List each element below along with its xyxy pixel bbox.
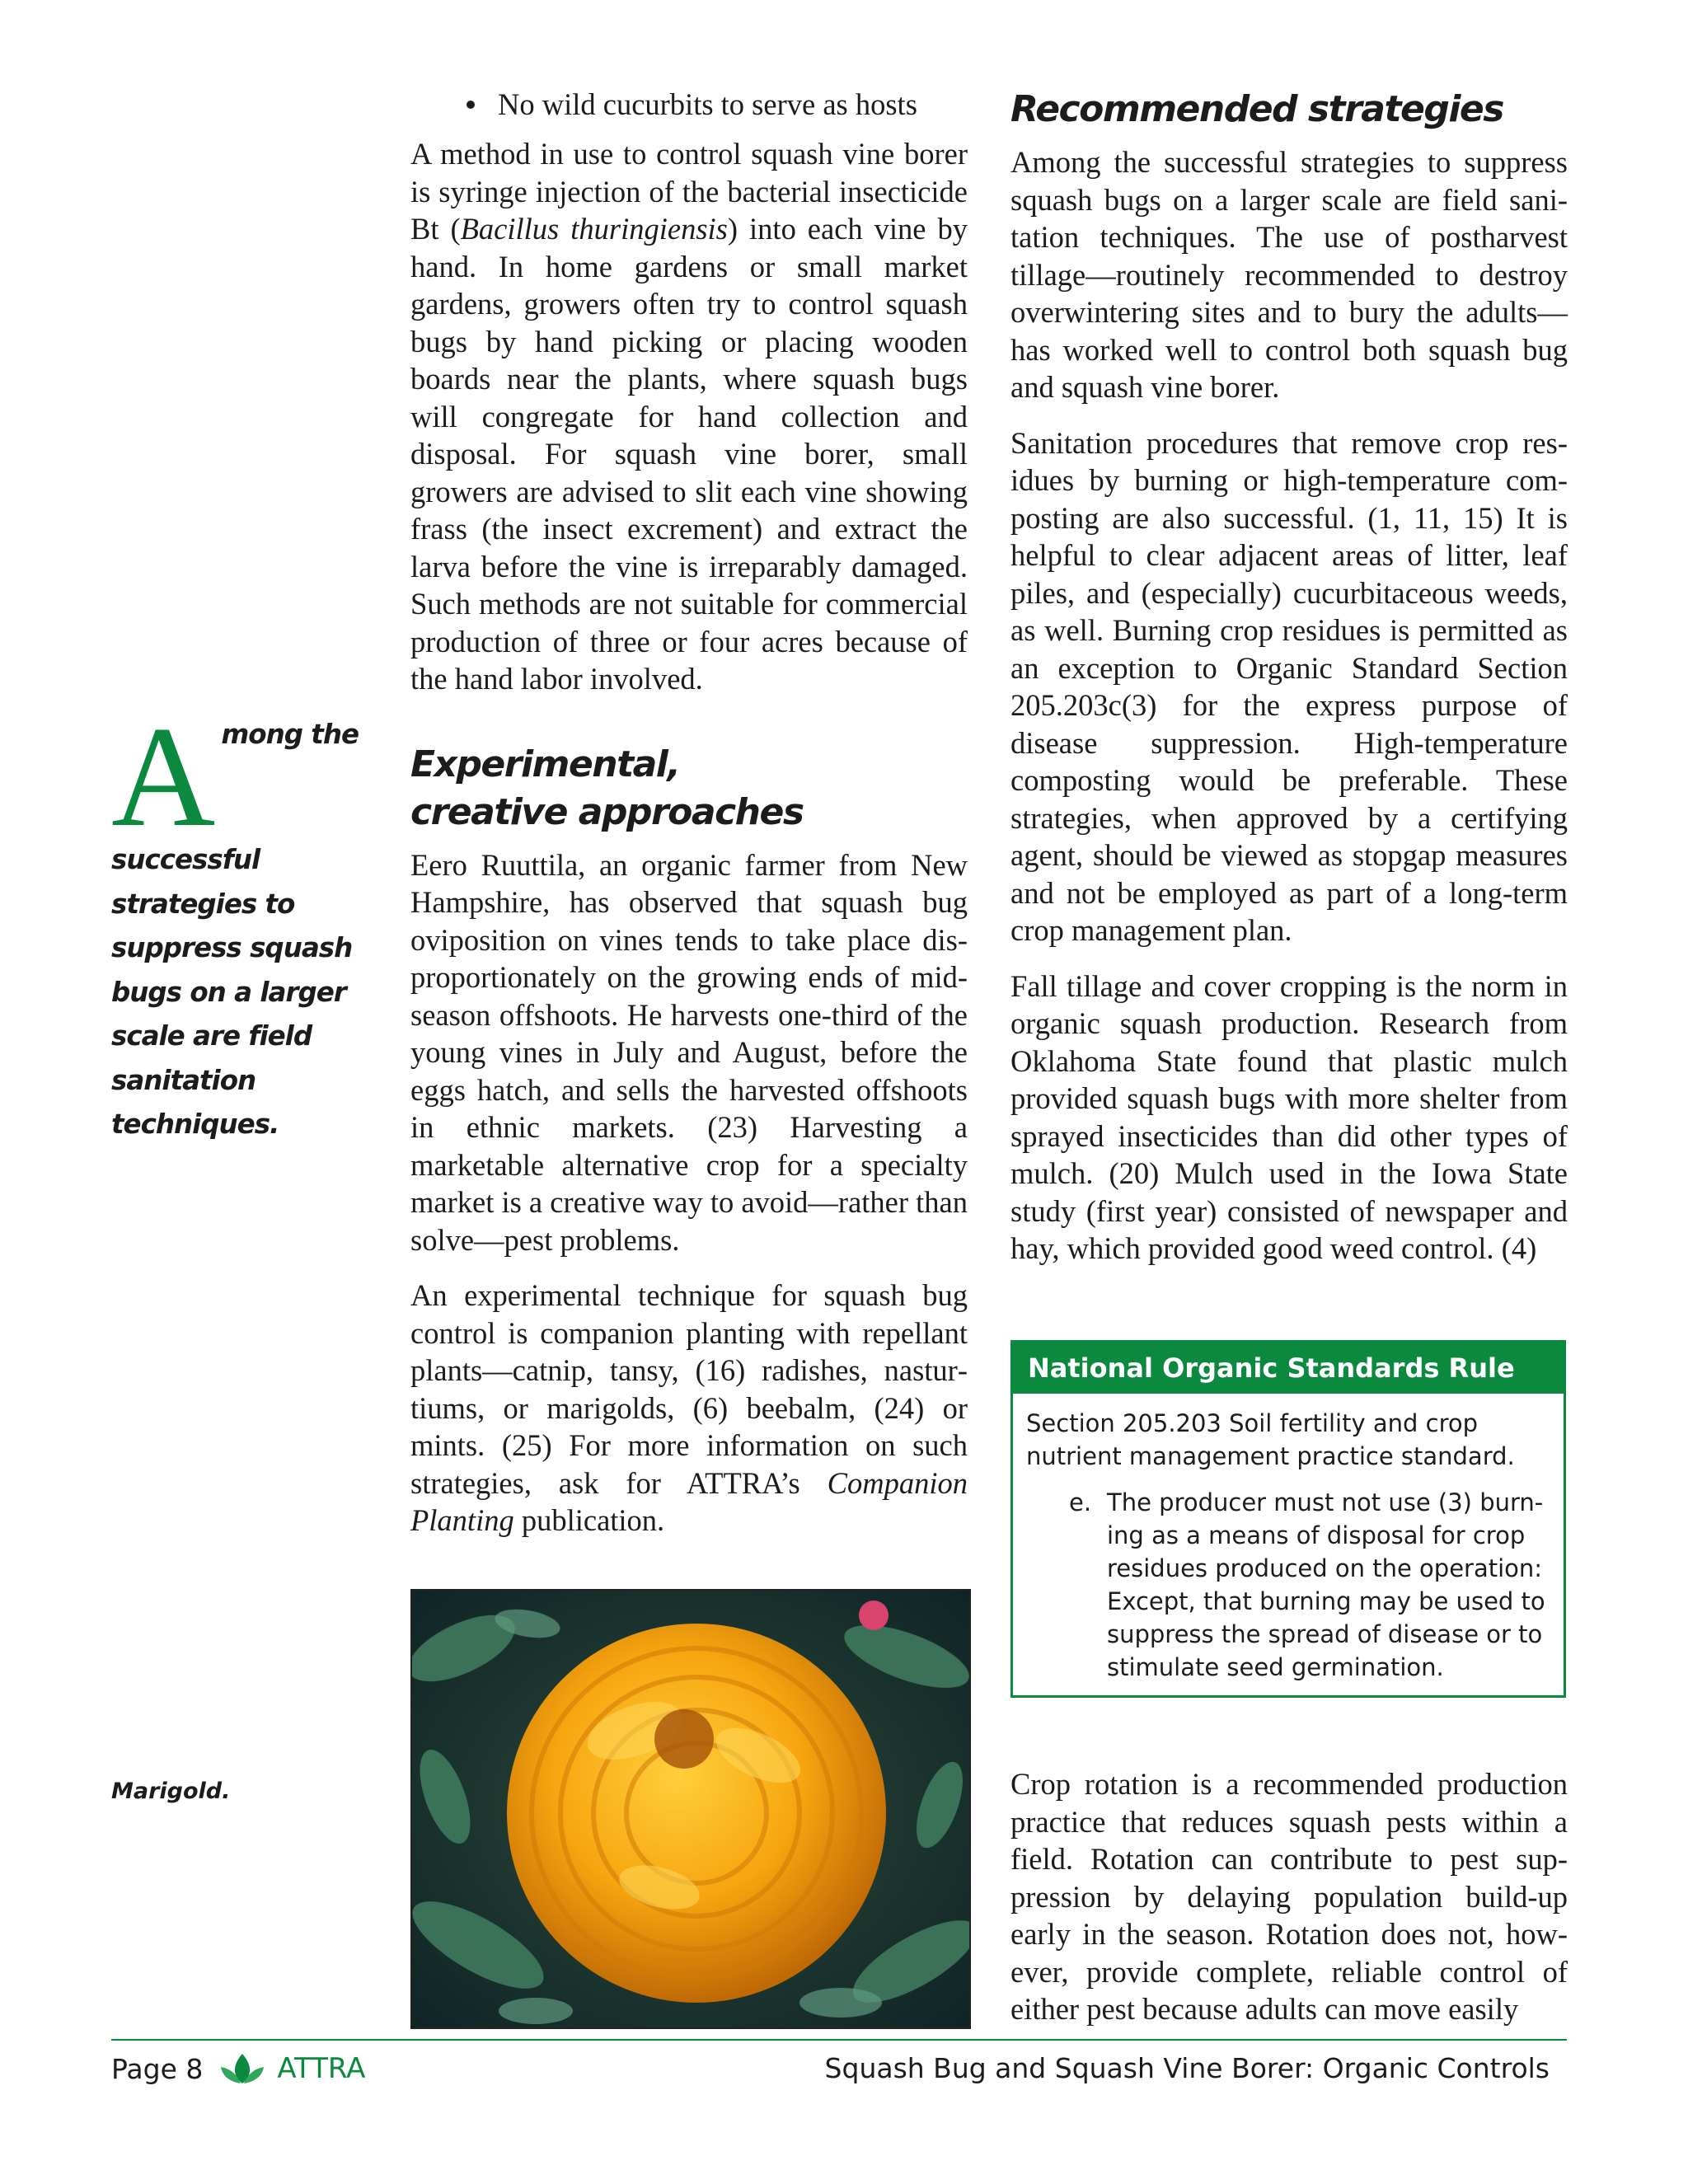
paragraph-companion: An experimental technique for squash bug control is companion planting with repellant plants—catnip, tansy, (16) radishes, nasturtiums, or marigolds, (6) beebalm, (24) or mints. (25) For more information on such strategies, ask for ATTRA’s Companion Planting publication.	[410, 1278, 968, 1537]
bullet-dot-icon	[467, 101, 475, 109]
footer-brand: ATTRA	[277, 2052, 366, 2085]
bullet-item	[467, 86, 917, 123]
paragraph-crop-rotation: Crop rotation is a recommended production practice that reduces squash pests within a field. Rotation can contribute to pest suppression by delaying population build-up early in the season. Rotation does not, however, provide complete, reliable control of either pest because adults can move easily	[1010, 1767, 1568, 2026]
paragraph-sanitation-intro: Among the successful strategies to suppress squash bugs on a larger scale are field sanitation techniques. The use of postharvest tillage—routinely recommended to destroy overwintering sites and to bury the adults—has worked well to control both squash bug and squash vine borer.	[1010, 145, 1568, 404]
photo-caption: Marigold.	[111, 1779, 231, 1804]
standards-section: Section 205.203 Soil fertility and crop nutrient management practice standard.	[1026, 1409, 1515, 1470]
pull-quote-dropcap: A	[111, 696, 215, 856]
footer-left	[111, 2050, 365, 2087]
paragraph-vine-borer: A method in use to control squash vine borer is syringe injection of the bacterial insecticide Bt (Bacillus thuringiensis) into each vine by hand. In home gardens or small market gardens, growers often try to control squash bugs by hand picking or placing wooden boards near the plants, where squash bugs will congregate for hand collection and disposal. For squash vine borer, small growers are advised to slit each vine showing frass (the insect excrement) and extract the larva before the vine is irreparably damaged. Such methods are not suitable for commercial production of three or four acres because of the hand labor involved.	[410, 137, 968, 696]
pull-quote	[111, 696, 359, 1147]
paragraph-fall-tillage: Fall tillage and cover cropping is the norm in organic squash production. Research from Oklahoma State found that plastic mulch provided squash bugs with more shelter from sprayed insecticides than did other types of mulch. (20) Mulch used in the Iowa State study (first year) consisted of newspaper and hay, which provided good weed control. (4)	[1010, 968, 1568, 1265]
footer-rule	[111, 2039, 1567, 2041]
standards-item-letter: e.	[1069, 1488, 1092, 1516]
standards-item	[1069, 1486, 1549, 1684]
standards-item-text: The producer must not use (3) burning as a means of disposal for crop residues produced on the operation: Except, that burning may be used to suppress the spread of disease or to stimulate seed germination.	[1107, 1488, 1545, 1681]
right-column-bottom	[1010, 1765, 1568, 2046]
marigold-photo	[410, 1589, 971, 2029]
heading-recommended: Recommended strategies	[1010, 88, 1503, 130]
pull-quote-text: mong the successful strategies to suppress squash bugs on a larger scale are field sanitation techniques.	[111, 719, 359, 1140]
heading-experimental: Experimental, creative approaches	[410, 743, 804, 833]
paragraph-sanitation: Sanitation procedures that remove crop residues by burning or high-temperature composting are also successful. (1, 11, 15) It is helpful to clear adjacent areas of litter, leaf piles, and (especially) cucurbitaceous weeds, as well. Burning crop residues is permitted as an exception to Organic Standard Section 205.203c(3) for the express purpose of disease suppression. High-temperature composting would be preferable. These strategies, when approved by a certifying agent, should be viewed as stopgap measures and not be employed as part of a long-term crop management plan.	[1010, 425, 1568, 947]
marigold-illustration	[412, 1591, 969, 2027]
bullet-text: No wild cucurbits to serve as hosts	[498, 87, 917, 121]
attra-leaf-icon	[219, 2052, 265, 2085]
paragraph-ruuttila: Eero Ruuttila, an organic farmer from New Hampshire, has observed that squash bug oviposition on vines tends to take place disproportionately on the growing ends of midseason offshoots. He harvests one-third of the young vines in July and August, before the eggs hatch, and sells the harvested offshoots in ethnic markets. (23) Harvesting a marketable alternative crop for a specialty market is a creative way to avoid—rather than solve—pest problems.	[410, 847, 968, 1257]
standards-rule-box	[1010, 1340, 1566, 1698]
footer-document-title: Squash Bug and Squash Vine Borer: Organic Controls	[824, 2052, 1550, 2084]
right-column-top	[1010, 86, 1568, 1286]
footer-page-number: Page 8	[111, 2052, 204, 2085]
middle-column	[410, 135, 968, 1558]
standards-rule-title: National Organic Standards Rule	[1013, 1343, 1564, 1394]
